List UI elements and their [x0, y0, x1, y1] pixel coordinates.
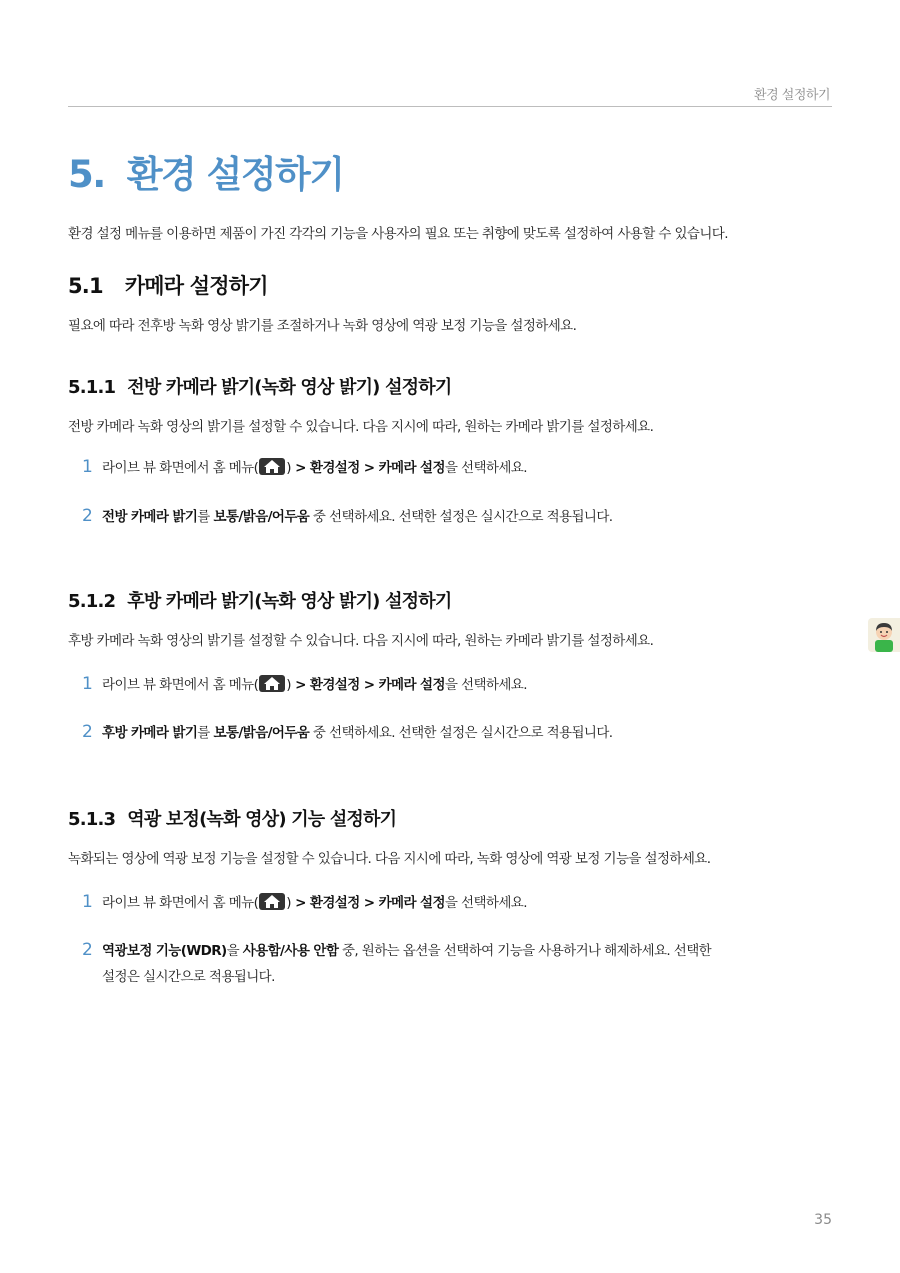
option-value: 사용 안함: [284, 943, 339, 959]
option-separator: /: [267, 509, 272, 525]
option-separator: /: [267, 725, 272, 741]
subsection-heading-5-1-2: [68, 587, 451, 613]
step-text: 중, 원하는 옵션을 선택하여 기능을 사용하거나 해제하세요. 선택한: [338, 943, 712, 959]
option-value: 보통: [213, 509, 239, 525]
header-divider: [68, 106, 832, 107]
step-1: [82, 673, 527, 694]
breadcrumb-arrow: >: [290, 677, 310, 693]
option-separator: /: [238, 509, 243, 525]
menu-path-settings: 환경설정: [309, 677, 360, 693]
option-name: 전방 카메라 밝기: [102, 509, 198, 525]
character-avatar-icon: [868, 618, 900, 652]
option-value: 어두움: [271, 509, 310, 525]
subsection-number: 5.1.3: [68, 809, 116, 830]
step-number: 2: [82, 506, 93, 526]
step-text: ): [286, 895, 291, 911]
home-icon: [259, 458, 285, 475]
step-text: 중 선택하세요. 선택한 설정은 실시간으로 적용됩니다.: [309, 725, 613, 741]
home-icon: [259, 675, 285, 692]
step-number: 1: [82, 674, 93, 694]
option-value: 밝음: [242, 509, 268, 525]
step-number: 1: [82, 892, 93, 912]
step-2: [82, 721, 612, 742]
option-value: 어두움: [271, 725, 310, 741]
breadcrumb-arrow: >: [290, 895, 310, 911]
subsection-number: 5.1.2: [68, 591, 116, 612]
step-text: 을 선택하세요.: [444, 460, 527, 476]
page-number: 35: [814, 1212, 832, 1228]
chapter-title-text: 환경 설정하기: [126, 153, 344, 196]
running-header: 환경 설정하기: [754, 88, 830, 103]
step-text: 을: [226, 943, 243, 959]
option-separator: /: [280, 943, 285, 959]
step-text: 라이브 뷰 화면에서 홈 메뉴(: [102, 677, 259, 693]
menu-path-camera: 카메라 설정: [378, 895, 445, 911]
menu-path-settings: 환경설정: [309, 895, 360, 911]
option-name: 역광보정 기능(WDR): [102, 943, 227, 959]
chapter-title: [68, 144, 344, 198]
section-number: 5.1: [68, 274, 103, 298]
section-heading-5-1: [68, 270, 268, 300]
step-2-continuation: 설정은 실시간으로 적용됩니다.: [102, 969, 275, 985]
step-1: [82, 891, 527, 912]
menu-path-camera: 카메라 설정: [378, 677, 445, 693]
menu-path-settings: 환경설정: [309, 460, 360, 476]
subsection-desc: 전방 카메라 녹화 영상의 밝기를 설정할 수 있습니다. 다음 지시에 따라, 원하는 카메라 밝기를 설정하세요.: [68, 419, 654, 435]
subsection-title: 후방 카메라 밝기(녹화 영상 밝기) 설정하기: [127, 591, 452, 612]
breadcrumb-arrow: >: [359, 895, 379, 911]
step-number: 1: [82, 457, 93, 477]
section-title: 카메라 설정하기: [124, 274, 268, 298]
subsection-desc: 녹화되는 영상에 역광 보정 기능을 설정할 수 있습니다. 다음 지시에 따라, 녹화 영상에 역광 보정 기능을 설정하세요.: [68, 851, 711, 867]
home-icon: [259, 893, 285, 910]
step-text: 를: [197, 725, 214, 741]
subsection-desc: 후방 카메라 녹화 영상의 밝기를 설정할 수 있습니다. 다음 지시에 따라, 원하는 카메라 밝기를 설정하세요.: [68, 633, 654, 649]
step-number: 2: [82, 722, 93, 742]
step-text: ): [286, 677, 291, 693]
option-separator: /: [238, 725, 243, 741]
option-value: 밝음: [242, 725, 268, 741]
step-text: ): [286, 460, 291, 476]
step-1: [82, 456, 527, 477]
breadcrumb-arrow: >: [359, 460, 379, 476]
step-text: 라이브 뷰 화면에서 홈 메뉴(: [102, 895, 259, 911]
step-number: 2: [82, 940, 93, 960]
breadcrumb-arrow: >: [359, 677, 379, 693]
option-value: 사용함: [242, 943, 281, 959]
step-text: 라이브 뷰 화면에서 홈 메뉴(: [102, 460, 259, 476]
step-text: 를: [197, 509, 214, 525]
menu-path-camera: 카메라 설정: [378, 460, 445, 476]
subsection-title: 전방 카메라 밝기(녹화 영상 밝기) 설정하기: [127, 377, 452, 398]
chapter-intro: 환경 설정 메뉴를 이용하면 제품이 가진 각각의 기능을 사용자의 필요 또는 취향에 맞도록 설정하여 사용할 수 있습니다.: [68, 226, 728, 242]
subsection-heading-5-1-3: [68, 805, 396, 831]
step-text: 을 선택하세요.: [444, 895, 527, 911]
option-name: 후방 카메라 밝기: [102, 725, 198, 741]
section-desc: 필요에 따라 전후방 녹화 영상 밝기를 조절하거나 녹화 영상에 역광 보정 기능을 설정하세요.: [68, 318, 577, 334]
option-value: 보통: [213, 725, 239, 741]
step-2: [82, 939, 711, 960]
breadcrumb-arrow: >: [290, 460, 310, 476]
subsection-heading-5-1-1: [68, 373, 451, 399]
subsection-number: 5.1.1: [68, 377, 116, 398]
subsection-title: 역광 보정(녹화 영상) 기능 설정하기: [127, 809, 397, 830]
step-text: 중 선택하세요. 선택한 설정은 실시간으로 적용됩니다.: [309, 509, 613, 525]
step-text: 을 선택하세요.: [444, 677, 527, 693]
chapter-number: 5.: [68, 153, 105, 196]
step-2: [82, 505, 612, 526]
